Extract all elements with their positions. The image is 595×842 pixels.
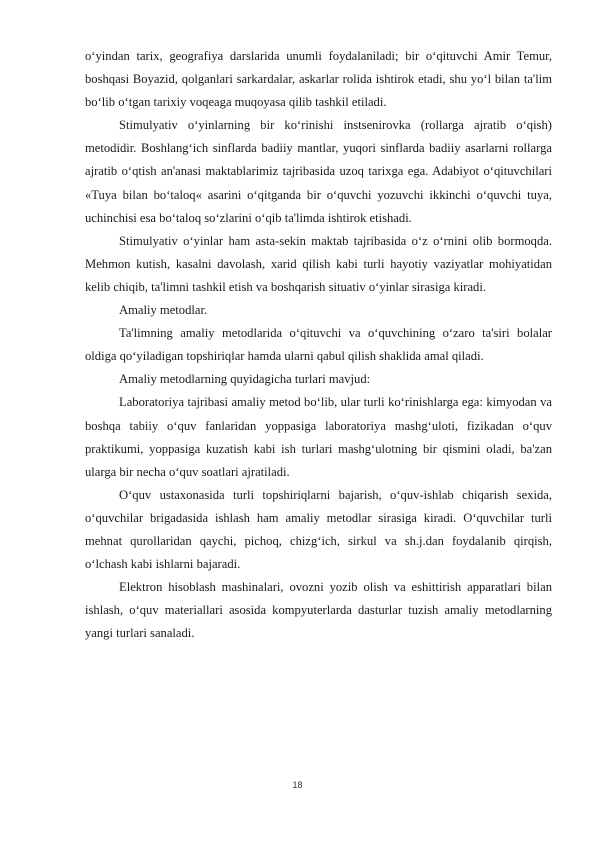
document-page xyxy=(85,45,552,645)
paragraph-1: o‘yindan tarix, geografiya darslarida unumli foydalaniladi; bir o‘qituvchi Amir Temur, boshqasi Boyazid, qolganlari sarkardalar, askarlar rolida ishtirok etadi, shu yo‘l bilan ta'lim bo‘lib o‘tgan tarixiy voqeaga muqoyasa qilib tashkil etiladi. xyxy=(85,49,552,110)
paragraph-9: Elektron hisoblash mashinalari, ovozni yozib olish va eshittirish apparatlari bilan ishlash, o‘quv materiallari asosida kompyuterlarda dasturlar tuzish amaliy metodlarning yangi turlari sanaladi. xyxy=(85,580,552,641)
section-heading-amaliy-metodlar: Amaliy metodlar. xyxy=(119,303,208,318)
paragraph-2: Stimulyativ o‘yinlarning bir ko‘rinishi instsenirovka (rollarga ajratib o‘qish) metodidir. Boshlang‘ich sinflarda badiiy mantlar, yuqori sinflarda badiiy asarlarni rollarga ajratib o‘qtish an'anasi maktablarimiz tajribasida uzoq tarixga ega. Adabiyot o‘qituvchilari «Tuya bilan bo‘taloq« asarini o‘qitganda bir o‘quvchi yozuvchi ikkinchi o‘quvchi tuya, uchinchisi esa bo‘taloq so‘zlarini o‘qib ta'limda ishtirok etishadi. xyxy=(85,118,552,225)
paragraph-6: Amaliy metodlarning quyidagicha turlari mavjud: xyxy=(119,372,371,387)
page-number: 18 xyxy=(292,780,303,790)
paragraph-8: O‘quv ustaxonasida turli topshiriqlarni bajarish, o‘quv-ishlab chiqarish sexida, o‘quvchilar brigadasida ishlash ham amaliy metodlar sirasiga kiradi. O‘quvchilar turli mehnat qurollaridan qaychi, pichoq, chizg‘ich, sirkul va sh.j.dan foydalanib qirqish, o‘lchash kabi ishlarni bajaradi. xyxy=(85,487,552,572)
paragraph-7: Laboratoriya tajribasi amaliy metod bo‘lib, ular turli ko‘rinishlarga ega: kimyodan va boshqa tabiiy o‘quv fanlaridan yoppasiga laboratoriya mashg‘uloti, fizikadan o‘quv praktikumi, yoppasiga kuzatish kabi ish turlari mashg‘ulotning bir qismini oladi, ba'zan ularga bir necha o‘quv soatlari ajratiladi. xyxy=(85,395,552,479)
paragraph-3: Stimulyativ o‘yinlar ham asta-sekin maktab tajribasida o‘z o‘rnini olib bormoqda. Mehmon kutish, kasalni davolash, xarid qilish kabi turli hayotiy vaziyatlar mohiyatidan kelib chiqib, ta'limni tashkil etish va boshqarish situativ o‘yinlar sirasiga kiradi. xyxy=(85,233,552,294)
paragraph-5: Ta'limning amaliy metodlarida o‘qituvchi va o‘quvchining o‘zaro ta'siri bolalar oldiga qo‘yiladigan topshiriqlar hamda ularni qabul qilish shaklida amal qiladi. xyxy=(85,326,552,364)
